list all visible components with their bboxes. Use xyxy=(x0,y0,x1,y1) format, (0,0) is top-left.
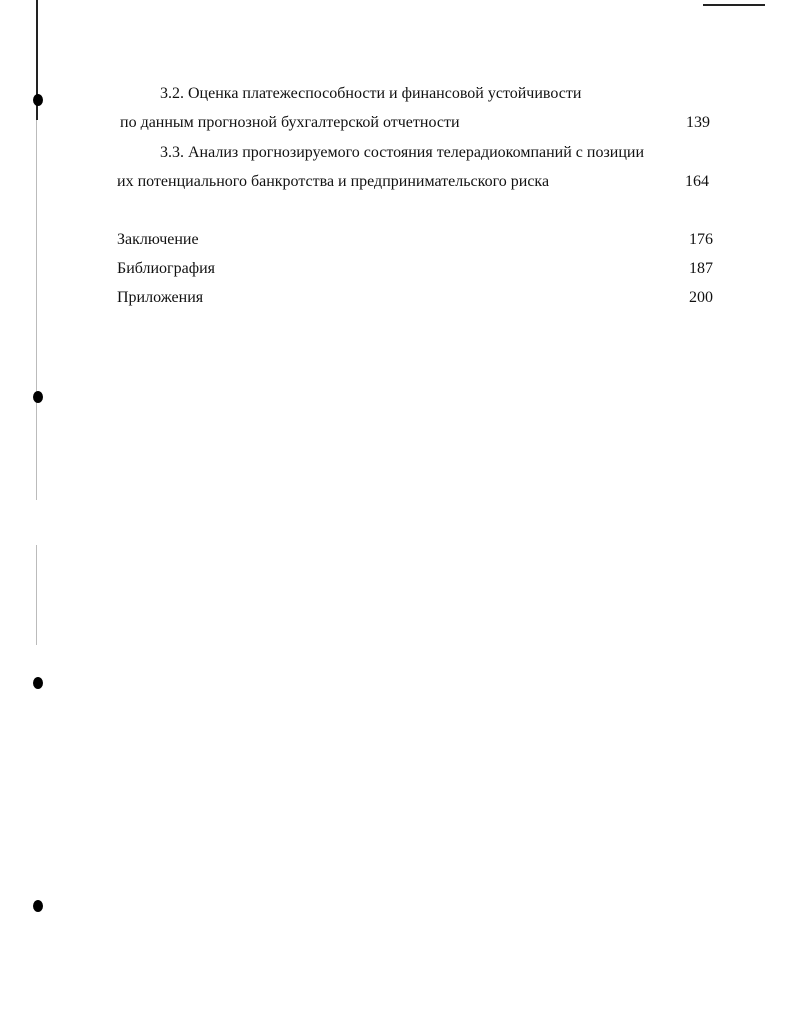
punch-hole-mark xyxy=(33,900,43,912)
toc-entry-appendices-page: 200 xyxy=(689,289,713,306)
top-edge-rule xyxy=(703,4,765,6)
toc-entry-3-3-page: 164 xyxy=(685,173,709,190)
binding-margin-line-faint-lower xyxy=(36,545,37,645)
punch-hole-mark xyxy=(33,391,43,403)
toc-entry-appendices: Приложения xyxy=(117,289,204,306)
binding-margin-line-faint xyxy=(36,120,37,500)
punch-hole-mark xyxy=(33,94,43,106)
toc-entry-conclusion-page: 176 xyxy=(689,231,713,248)
punch-hole-mark xyxy=(33,677,43,689)
toc-entry-3-3-line1: 3.3. Анализ прогнозируемого состояния телерадиокомпаний с позиции xyxy=(160,144,645,161)
toc-entry-3-2-line2: по данным прогнозной бухгалтерской отчетности xyxy=(120,114,460,131)
toc-entry-bibliography-page: 187 xyxy=(689,260,713,277)
toc-entry-3-2-page: 139 xyxy=(686,114,710,131)
toc-entry-bibliography: Библиография xyxy=(117,260,215,277)
toc-entry-3-2-line1: 3.2. Оценка платежеспособности и финансовой устойчивости xyxy=(160,85,582,102)
toc-entry-3-3-line2: их потенциального банкротства и предпринимательского риска xyxy=(117,173,550,190)
toc-entry-conclusion: Заключение xyxy=(117,231,199,248)
